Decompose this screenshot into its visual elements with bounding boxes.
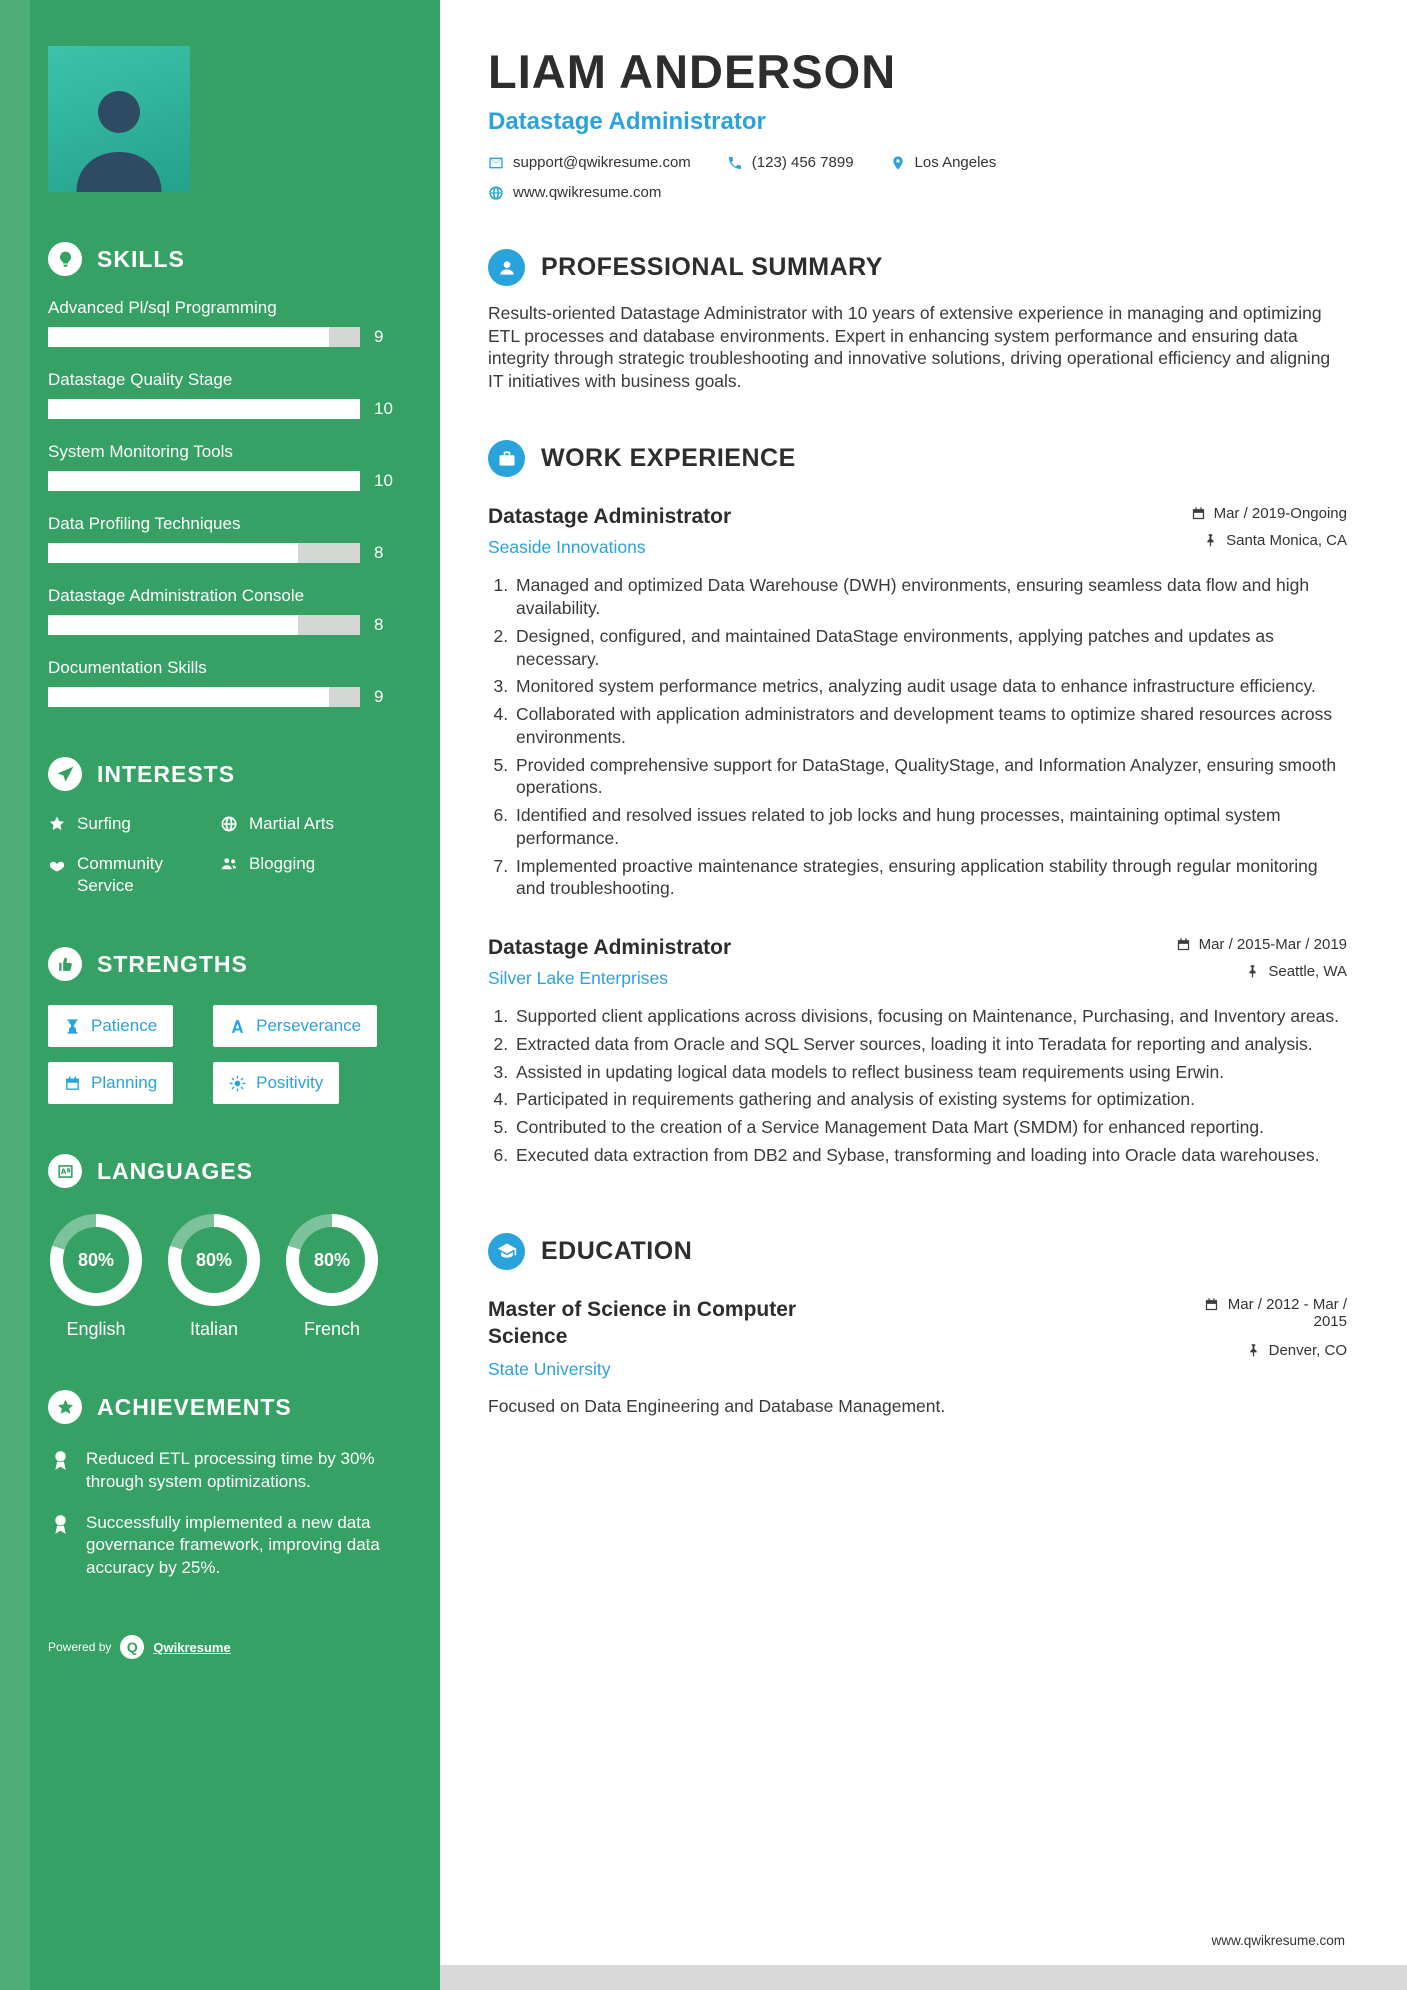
interest-item bbox=[220, 813, 400, 835]
education-note: Focused on Data Engineering and Database Management. bbox=[488, 1396, 946, 1417]
phone-text: (123) 456 7899 bbox=[751, 154, 854, 171]
achievement-text: Successfully implemented a new data governance framework, improving data accuracy by 25%. bbox=[86, 1512, 380, 1577]
language-label: English bbox=[66, 1319, 126, 1340]
skill-score: 10 bbox=[374, 399, 393, 418]
interest-label: Martial Arts bbox=[249, 814, 335, 833]
skill-label: Datastage Administration Console bbox=[48, 586, 305, 605]
education-school: State University bbox=[488, 1359, 611, 1380]
skill-score: 8 bbox=[374, 615, 384, 634]
languages-list bbox=[48, 1214, 400, 1340]
interests-list bbox=[48, 813, 400, 897]
achievement-item bbox=[48, 1512, 400, 1580]
skill-bar bbox=[48, 327, 360, 347]
graduation-cap-icon bbox=[488, 1233, 525, 1270]
bulb-icon bbox=[48, 242, 82, 276]
job-dates: Mar / 2015-Mar / 2019 bbox=[1147, 936, 1347, 953]
envelope-icon bbox=[488, 155, 504, 171]
summary-header bbox=[488, 249, 1347, 286]
skill-bar bbox=[48, 471, 360, 491]
skill-label: System Monitoring Tools bbox=[48, 442, 233, 461]
calendar-icon bbox=[1176, 937, 1191, 952]
bullet-item: 3. Monitored system performance metrics, analyzing audit usage data to enhance infrastructure efficiency. bbox=[513, 675, 1347, 698]
interest-item bbox=[48, 853, 220, 897]
summary-section bbox=[488, 249, 1347, 392]
language-item bbox=[284, 1214, 380, 1340]
profile-photo bbox=[48, 46, 190, 192]
skill-bar bbox=[48, 615, 360, 635]
bullet-item: 4. Collaborated with application administrators and development teams to optimize shared resources across environments. bbox=[513, 703, 1347, 749]
interests-section bbox=[48, 757, 400, 897]
interest-item bbox=[220, 853, 400, 897]
education-title: EDUCATION bbox=[541, 1236, 693, 1265]
strength-badge bbox=[213, 1005, 377, 1047]
strength-label: Positivity bbox=[256, 1073, 324, 1093]
education-entry bbox=[488, 1296, 1347, 1381]
email-text: support@qwikresume.com bbox=[513, 154, 691, 171]
skill-label: Advanced Pl/sql Programming bbox=[48, 298, 277, 317]
map-pin-icon bbox=[890, 155, 906, 171]
skill-score: 10 bbox=[374, 471, 393, 490]
language-item bbox=[48, 1214, 144, 1340]
job-bullets bbox=[488, 1005, 1347, 1167]
experience-title: WORK EXPERIENCE bbox=[541, 444, 796, 473]
language-percent: 80% bbox=[313, 1249, 351, 1270]
languages-section bbox=[48, 1154, 400, 1340]
people-icon bbox=[220, 855, 238, 873]
interests-header bbox=[48, 757, 400, 791]
job-location: Seattle, WA bbox=[1147, 963, 1347, 980]
contact-phone bbox=[727, 154, 854, 171]
education-degree: Master of Science in Computer Science bbox=[488, 1297, 797, 1348]
job-entry bbox=[488, 936, 1347, 1167]
education-header bbox=[488, 1233, 1347, 1270]
pushpin-icon bbox=[1245, 964, 1260, 979]
job-company: Seaside Innovations bbox=[488, 537, 646, 558]
footer-website: www.qwikresume.com bbox=[1211, 1933, 1345, 1948]
contact-email[interactable] bbox=[488, 154, 691, 171]
skill-label: Data Profiling Techniques bbox=[48, 514, 241, 533]
achievements-list bbox=[48, 1448, 400, 1579]
pushpin-icon bbox=[1203, 533, 1218, 548]
job-entry bbox=[488, 505, 1347, 900]
language-percent: 80% bbox=[77, 1249, 115, 1270]
achievements-header bbox=[48, 1390, 400, 1424]
powered-by-label: Powered by bbox=[48, 1640, 112, 1655]
education-section bbox=[488, 1233, 1347, 1418]
skill-bar bbox=[48, 543, 360, 563]
experience-section bbox=[488, 440, 1347, 1166]
skill-bar bbox=[48, 399, 360, 419]
strengths-title: STRENGTHS bbox=[97, 950, 248, 977]
summary-title: PROFESSIONAL SUMMARY bbox=[541, 253, 883, 281]
skills-header bbox=[48, 242, 400, 276]
phone-icon bbox=[727, 155, 743, 171]
strength-label: Patience bbox=[91, 1016, 158, 1036]
strengths-section bbox=[48, 947, 400, 1104]
briefcase-icon bbox=[488, 440, 525, 477]
summary-text: Results-oriented Datastage Administrator with 10 years of extensive experience in managing and optimizing ETL processes and database environments. Expert in enhancing system performance and ensuring data integrity through strategic troubleshooting and innovative solutions, driving operational efficiency and aligning IT initiatives with business goals. bbox=[488, 303, 1331, 391]
star-badge-icon bbox=[48, 1390, 82, 1424]
strength-badge bbox=[48, 1005, 173, 1047]
language-label: French bbox=[303, 1319, 361, 1340]
person-icon bbox=[488, 249, 525, 286]
job-role: Datastage Administrator bbox=[488, 936, 732, 959]
languages-title: LANGUAGES bbox=[97, 1157, 253, 1184]
hourglass-icon bbox=[64, 1018, 81, 1035]
qwikresume-brand-link[interactable]: Qwikresume bbox=[153, 1639, 231, 1655]
language-ring bbox=[168, 1214, 260, 1306]
bullet-item: 3. Assisted in updating logical data models to reflect business team requirements using Erwin. bbox=[513, 1061, 1347, 1084]
skill-label: Documentation Skills bbox=[48, 658, 207, 677]
skill-item bbox=[48, 442, 400, 491]
bullet-item: 7. Implemented proactive maintenance strategies, ensuring application stability through regular monitoring and troubleshooting. bbox=[513, 855, 1347, 901]
skill-item bbox=[48, 514, 400, 563]
star-icon bbox=[48, 815, 66, 833]
calendar-icon bbox=[1191, 506, 1206, 521]
location-text: Los Angeles bbox=[914, 154, 997, 171]
skill-label: Datastage Quality Stage bbox=[48, 370, 233, 389]
bullet-item: 6. Executed data extraction from DB2 and Sybase, transforming and loading into Oracle data warehouses. bbox=[513, 1144, 1347, 1167]
powered-by bbox=[48, 1635, 400, 1659]
job-location: Santa Monica, CA bbox=[1147, 532, 1347, 549]
language-percent: 80% bbox=[195, 1249, 233, 1270]
translate-icon bbox=[48, 1154, 82, 1188]
strength-label: Perseverance bbox=[256, 1016, 362, 1036]
skill-item bbox=[48, 370, 400, 419]
bullet-item: 5. Contributed to the creation of a Service Management Data Mart (SMDM) for enhanced reporting. bbox=[513, 1116, 1347, 1139]
achievements-section bbox=[48, 1390, 400, 1579]
bullet-item: 2. Designed, configured, and maintained DataStage environments, applying patches and updates as necessary. bbox=[513, 625, 1347, 671]
interest-label: Surfing bbox=[77, 814, 131, 833]
languages-header bbox=[48, 1154, 400, 1188]
skill-score: 9 bbox=[374, 327, 384, 346]
candidate-name: LIAM ANDERSON bbox=[488, 45, 897, 98]
strength-label: Planning bbox=[91, 1073, 158, 1093]
main-content bbox=[440, 0, 1407, 1990]
strengths-header bbox=[48, 947, 400, 981]
skill-score: 9 bbox=[374, 687, 384, 706]
skills-title: SKILLS bbox=[97, 245, 185, 272]
skill-item bbox=[48, 586, 400, 635]
paper-plane-icon bbox=[48, 757, 82, 791]
sidebar bbox=[0, 0, 440, 1990]
skill-item bbox=[48, 658, 400, 707]
calendar-icon bbox=[64, 1075, 81, 1092]
job-dates: Mar / 2019-Ongoing bbox=[1147, 505, 1347, 522]
bullet-item: 6. Identified and resolved issues related to job locks and hung processes, maintaining optimal system performance. bbox=[513, 804, 1347, 850]
language-ring bbox=[50, 1214, 142, 1306]
bullet-item: 1. Supported client applications across divisions, focusing on Maintenance, Purchasing, and Inventory areas. bbox=[513, 1005, 1347, 1028]
achievements-title: ACHIEVEMENTS bbox=[97, 1393, 292, 1420]
interest-label: Blogging bbox=[249, 854, 316, 874]
strengths-list bbox=[48, 1005, 400, 1104]
achievement-text: Reduced ETL processing time by 30% through system optimizations. bbox=[86, 1449, 375, 1491]
strength-badge bbox=[213, 1062, 339, 1104]
skill-bar bbox=[48, 687, 360, 707]
achievement-item bbox=[48, 1448, 400, 1493]
website-text: www.qwikresume.com bbox=[513, 184, 662, 201]
experience-header bbox=[488, 440, 1347, 477]
language-ring bbox=[286, 1214, 378, 1306]
person-silhouette-icon bbox=[59, 72, 179, 192]
hands-icon bbox=[48, 855, 66, 873]
bullet-item: 4. Participated in requirements gathering and analysis of existing systems for optimization. bbox=[513, 1088, 1347, 1111]
job-company: Silver Lake Enterprises bbox=[488, 968, 668, 988]
bullet-item: 5. Provided comprehensive support for DataStage, QualityStage, and Information Analyzer, ensuring smooth operations. bbox=[513, 754, 1347, 800]
medal-icon bbox=[48, 1512, 73, 1537]
skills-section bbox=[48, 242, 400, 707]
strength-badge bbox=[48, 1062, 173, 1104]
fist-icon bbox=[48, 947, 82, 981]
language-label: Italian bbox=[189, 1319, 239, 1340]
contact-location bbox=[890, 154, 997, 171]
skill-score: 8 bbox=[374, 543, 384, 562]
job-role: Datastage Administrator bbox=[488, 505, 732, 529]
qwikresume-logo-icon: Q bbox=[120, 1635, 144, 1659]
contact-block bbox=[488, 154, 1347, 201]
calendar-icon bbox=[1204, 1297, 1219, 1312]
interest-label: Community Service bbox=[77, 854, 163, 896]
bottom-strip bbox=[440, 1965, 1407, 1990]
skills-list bbox=[48, 298, 400, 707]
language-item bbox=[166, 1214, 262, 1340]
contact-website[interactable] bbox=[488, 184, 661, 201]
bullet-item: 2. Extracted data from Oracle and SQL Server sources, loading it into Teradata for reporting and analysis. bbox=[513, 1033, 1347, 1056]
interest-item bbox=[48, 813, 220, 835]
letter-a-icon bbox=[229, 1018, 246, 1035]
education-dates: Mar / 2012 - Mar / 2015 bbox=[1204, 1296, 1347, 1330]
pushpin-icon bbox=[1246, 1343, 1261, 1358]
education-location: Denver, CO bbox=[1204, 1342, 1347, 1359]
interests-title: INTERESTS bbox=[97, 760, 236, 787]
skill-item bbox=[48, 298, 400, 347]
job-bullets bbox=[488, 574, 1347, 900]
candidate-role: Datastage Administrator bbox=[488, 108, 766, 135]
globe-icon bbox=[488, 185, 504, 201]
bullet-item: 1. Managed and optimized Data Warehouse (DWH) environments, ensuring seamless data flow and high availability. bbox=[513, 574, 1347, 620]
medal-icon bbox=[48, 1448, 73, 1473]
globe-icon bbox=[220, 815, 238, 833]
sun-icon bbox=[229, 1075, 246, 1092]
